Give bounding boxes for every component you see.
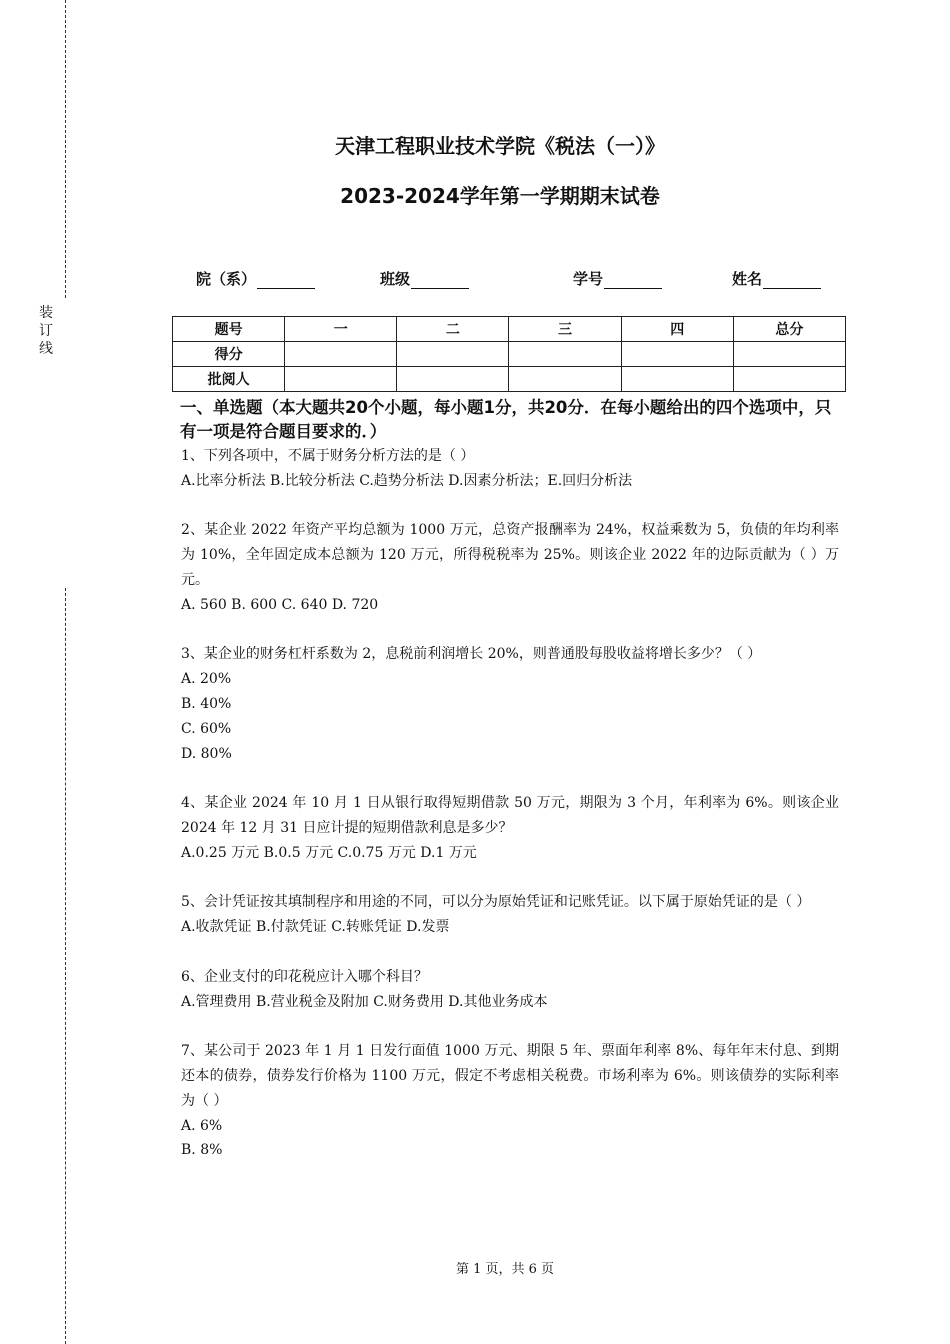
question-text: 3、某企业的财务杠杆系数为 2，息税前利润增长 20%，则普通股每股收益将增长多少？（ ） [181, 646, 762, 663]
score-table-cell [509, 342, 621, 367]
question-4 [181, 791, 839, 865]
info-blank-line [411, 272, 469, 289]
score-table-cell [621, 342, 733, 367]
score-table-header-cell: 三 [509, 317, 621, 342]
info-label: 院（系） [196, 270, 257, 288]
question-text: 2、某企业 2022 年资产平均总额为 1000 万元，总资产报酬率为 24%，权益乘数为 5，负债的年均利率为 10%，全年固定成本总额为 120 万元，所得税税率为 25%。则该企业 2022 年的边际贡献为（ ）万元。 [181, 522, 839, 588]
info-blank-line [604, 272, 662, 289]
score-table-header-cell: 总分 [733, 317, 845, 342]
exam-title-line2: 2023-2024学年第一学期期末试卷 [340, 184, 660, 208]
question-option: C. 60% [181, 720, 232, 737]
question-option: A. 20% [181, 671, 232, 688]
question-options: A.收款凭证 B.付款凭证 C.转账凭证 D.发票 [181, 919, 450, 936]
page-footer: 第 1 页，共 6 页 [455, 1262, 555, 1277]
score-table-row-label: 批阅人 [173, 367, 285, 392]
question-text: 5、会计凭证按其填制程序和用途的不同，可以分为原始凭证和记账凭证。以下属于原始凭证的是（ ） [181, 894, 811, 911]
score-table-cell [285, 367, 397, 392]
info-label: 姓名 [732, 270, 763, 288]
score-table-header-cell: 二 [397, 317, 509, 342]
info-label: 班级 [380, 270, 411, 288]
info-field-class [380, 268, 469, 289]
score-table-cell [733, 342, 845, 367]
score-table-row-label: 得分 [173, 342, 285, 367]
question-3 [181, 642, 839, 766]
question-options: A.比率分析法 B.比较分析法 C.趋势分析法 D.因素分析法；E.回归分析法 [181, 472, 633, 489]
score-table-cell [397, 367, 509, 392]
question-options: A. 560 B. 600 C. 640 D. 720 [181, 596, 379, 613]
score-table-header-row [173, 317, 846, 342]
question-list [181, 444, 839, 1188]
info-field-department [196, 268, 315, 289]
question-7 [181, 1039, 839, 1163]
question-option: B. 40% [181, 695, 232, 712]
question-options: A.管理费用 B.营业税金及附加 C.财务费用 D.其他业务成本 [181, 993, 548, 1010]
score-table-cell [733, 367, 845, 392]
score-table-header-cell: 一 [285, 317, 397, 342]
student-info-row [0, 268, 950, 292]
exam-title-line1: 天津工程职业技术学院《税法（一）》 [335, 134, 665, 158]
score-table-cell [621, 367, 733, 392]
score-table-header-cell: 四 [621, 317, 733, 342]
question-options: A.0.25 万元 B.0.5 万元 C.0.75 万元 D.1 万元 [181, 844, 477, 861]
question-option: D. 80% [181, 745, 232, 762]
info-blank-line [257, 272, 315, 289]
score-table-cell [509, 367, 621, 392]
question-option: A. 6% [181, 1117, 223, 1134]
score-table-row-grader [173, 367, 846, 392]
info-field-student-id [573, 268, 662, 289]
question-text: 4、某企业 2024 年 10 月 1 日从银行取得短期借款 50 万元，期限为 3 个月，年利率为 6%。则该企业 2024 年 12 月 31 日应计提的短期借款利息是多少？ [181, 795, 839, 836]
question-text: 1、下列各项中，不属于财务分析方法的是（ ） [181, 448, 475, 464]
question-text: 6、企业支付的印花税应计入哪个科目？ [181, 968, 428, 985]
score-table-header-cell: 题号 [173, 317, 285, 342]
question-1 [181, 444, 839, 494]
score-table-row-score [173, 342, 846, 367]
score-table-cell [397, 342, 509, 367]
question-2 [181, 518, 839, 617]
binding-label: 装订线 [39, 305, 53, 357]
score-table [172, 316, 846, 392]
question-5 [181, 890, 839, 940]
question-option: B. 8% [181, 1142, 223, 1159]
binding-dashed-line-bottom [65, 588, 66, 1344]
score-table-cell [285, 342, 397, 367]
question-text: 7、某公司于 2023 年 1 月 1 日发行面值 1000 万元、期限 5 年、票面年利率 8%、每年年末付息、到期还本的债券，债券发行价格为 1100 万元，假定不考虑相关税费。市场利率为 6%。则该债券的实际利率为（ ） [181, 1043, 839, 1109]
section-heading: 一、单选题（本大题共20个小题，每小题1分，共20分．在每小题给出的四个选项中，只有一项是符合题目要求的．） [180, 398, 832, 441]
info-label: 学号 [573, 270, 604, 288]
info-blank-line [763, 272, 821, 289]
question-6 [181, 965, 839, 1015]
info-field-name [732, 268, 821, 289]
